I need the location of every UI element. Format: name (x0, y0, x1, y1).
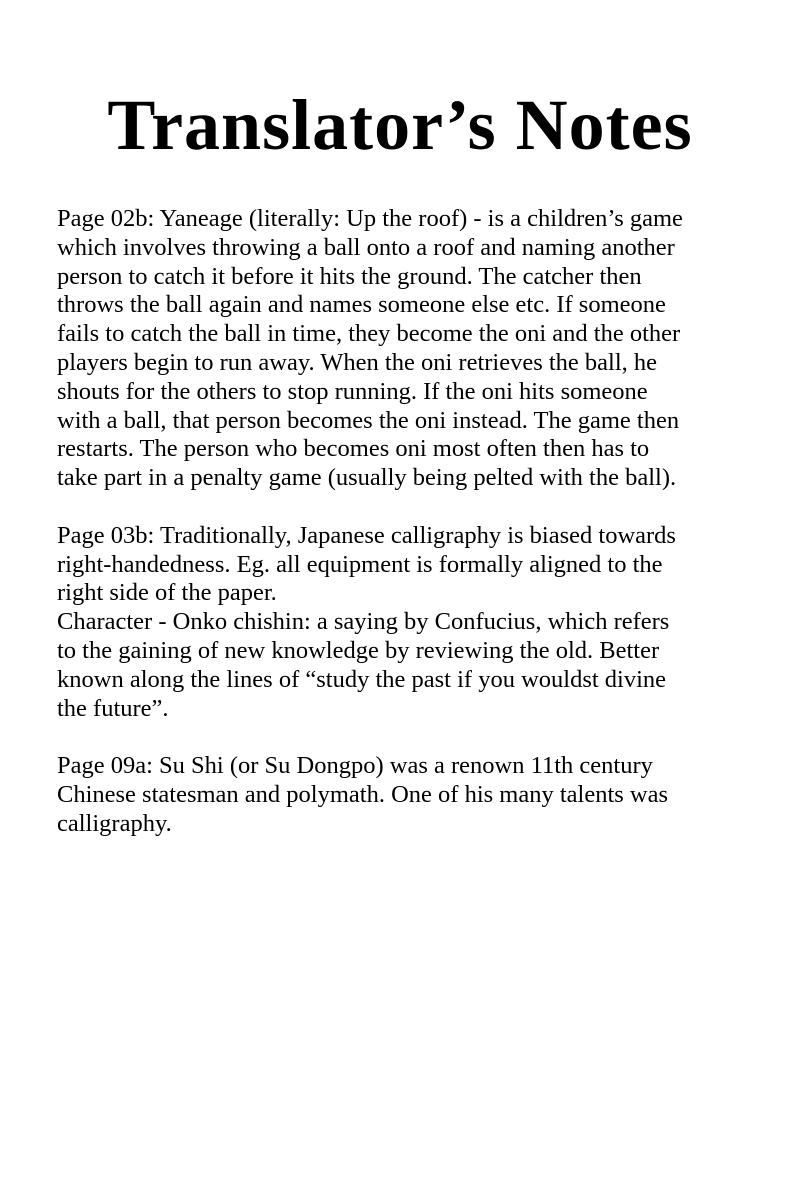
note-line: restarts. The person who becomes oni most often then has to (57, 435, 650, 463)
note-line: person to catch it before it hits the ground. The catcher then (57, 262, 642, 290)
page-title: Translator’s Notes (107, 85, 693, 165)
note-page-03b (57, 522, 800, 724)
note-line: shouts for the others to stop running. If the oni hits someone (57, 377, 648, 405)
note-line: throws the ball again and names someone else etc. If someone (57, 291, 666, 319)
note-line: players begin to run away. When the oni retrieves the ball, he (57, 348, 658, 376)
notes-body (57, 205, 800, 867)
note-line: Character - Onko chishin: a saying by Confucius, which refers (57, 608, 670, 636)
note-page-02b (57, 205, 800, 493)
note-line: take part in a penalty game (usually being pelted with the ball). (57, 464, 677, 492)
note-line: with a ball, that person becomes the oni instead. The game then (57, 406, 680, 434)
note-line: Page 03b: Traditionally, Japanese calligraphy is biased towards (57, 521, 676, 549)
note-line: Page 09a: Su Shi (or Su Dongpo) was a renown 11th century (57, 752, 653, 780)
note-line: right side of the paper. (57, 579, 277, 607)
note-line: fails to catch the ball in time, they become the oni and the other (57, 320, 681, 348)
note-line: the future”. (57, 694, 169, 722)
note-line: right-handedness. Eg. all equipment is formally aligned to the (57, 550, 663, 578)
note-line: known along the lines of “study the past if you wouldst divine (57, 665, 667, 693)
note-line: calligraphy. (57, 809, 172, 837)
note-page-09a (57, 752, 800, 838)
note-line: to the gaining of new knowledge by reviewing the old. Better (57, 636, 660, 664)
note-line: which involves throwing a ball onto a roof and naming another (57, 233, 675, 261)
note-line: Page 02b: Yaneage (literally: Up the roof) - is a children’s game (57, 205, 683, 232)
note-line: Chinese statesman and polymath. One of his many talents was (57, 780, 669, 808)
